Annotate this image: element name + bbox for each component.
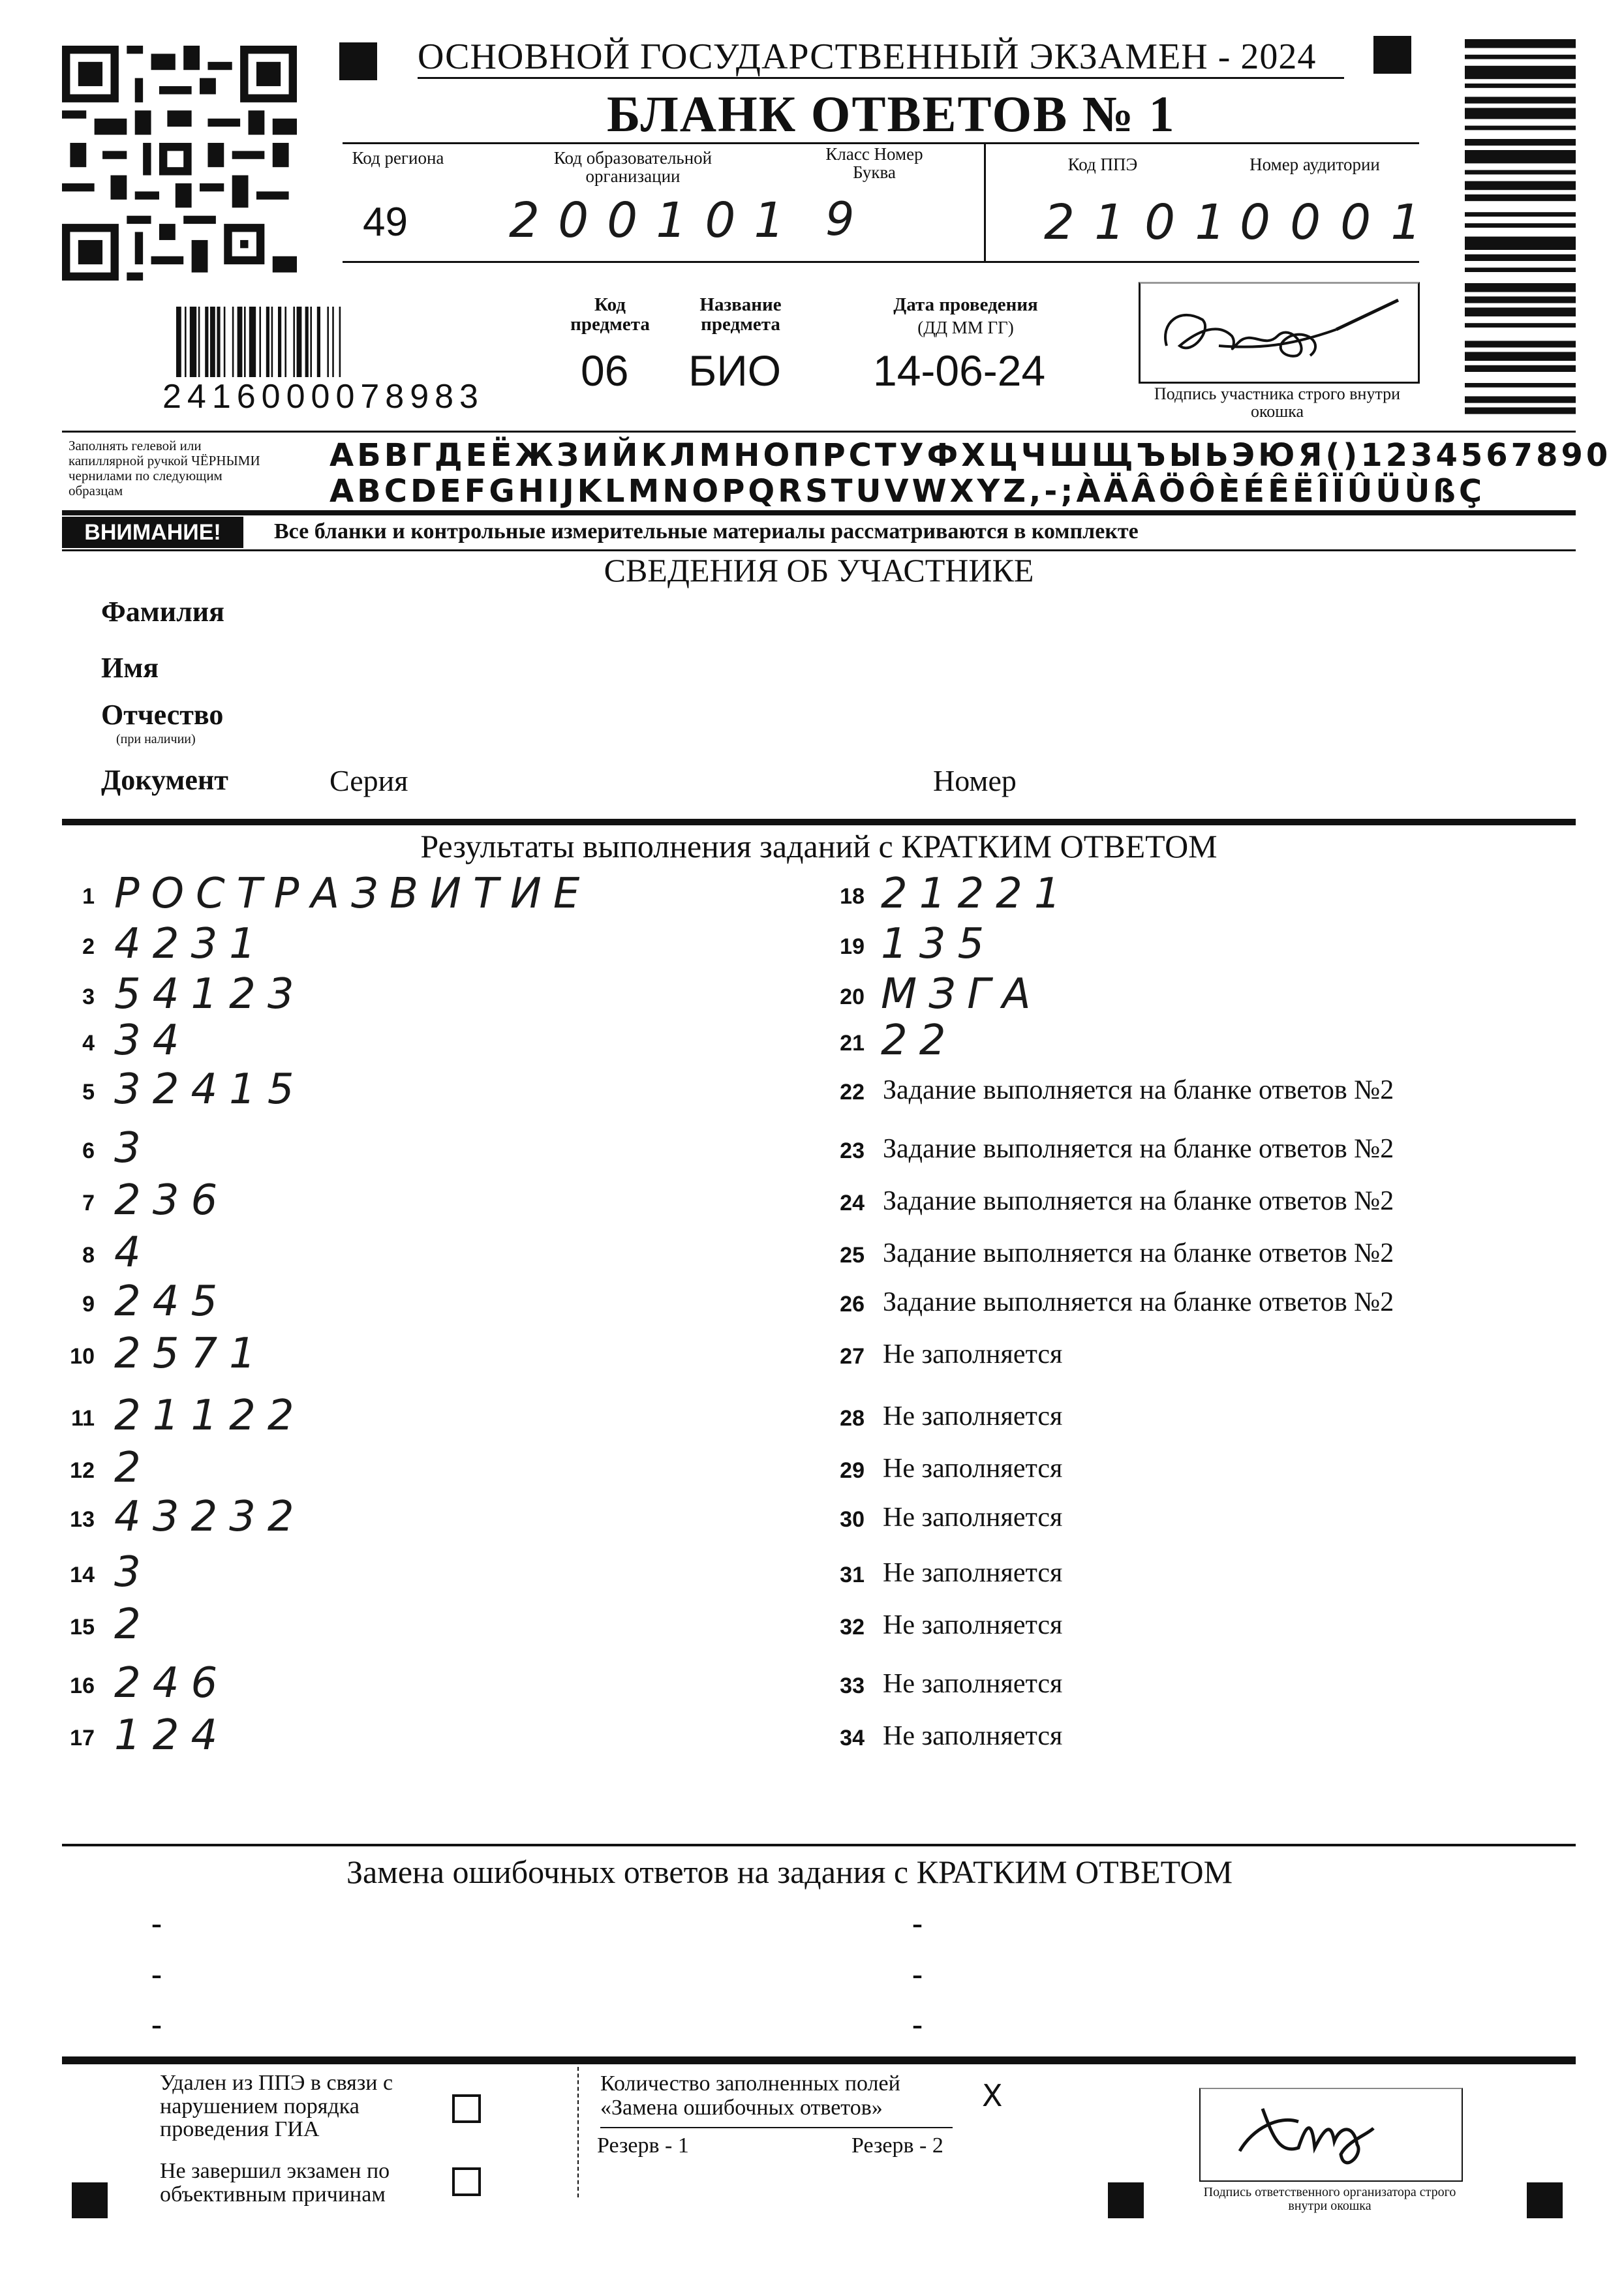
barcode-bar bbox=[1465, 139, 1576, 145]
replacement-slot[interactable]: - bbox=[912, 1906, 923, 1940]
answer-field[interactable]: 21221 bbox=[881, 870, 1073, 918]
task-note: Не заполняется bbox=[883, 1558, 1063, 1588]
corner-marker bbox=[1373, 36, 1411, 74]
answer-field[interactable]: 32415 bbox=[114, 1065, 306, 1114]
barcode-bar bbox=[1465, 181, 1576, 191]
class-label: Класс Номер Буква bbox=[825, 144, 923, 183]
replacement-slot[interactable]: - bbox=[151, 1906, 162, 1940]
warning-badge: ВНИМАНИЕ! bbox=[62, 517, 243, 548]
number-label: Номер bbox=[933, 764, 1017, 797]
task-number: 7 bbox=[82, 1191, 95, 1215]
removed-checkbox[interactable] bbox=[452, 2094, 481, 2123]
barcode-bar bbox=[1465, 223, 1576, 228]
ppe-code: 2101 bbox=[1044, 194, 1246, 251]
barcode-bar bbox=[1465, 39, 1576, 48]
organizer-caption: Подпись ответственного организатора строго внутри окошка bbox=[1203, 2185, 1456, 2213]
barcode-bar bbox=[1465, 267, 1576, 272]
date-label: Дата проведения bbox=[893, 294, 1038, 315]
task-note: Задание выполняется на бланке ответов №2 bbox=[883, 1186, 1394, 1216]
task-note: Не заполняется bbox=[883, 1401, 1063, 1431]
replacement-slot[interactable]: - bbox=[912, 2007, 923, 2041]
barcode-bar bbox=[1465, 254, 1576, 261]
replacement-slot[interactable]: - bbox=[912, 1957, 923, 1991]
task-number: 27 bbox=[840, 1344, 865, 1369]
barcode-bar bbox=[1465, 108, 1576, 119]
name-label: Имя bbox=[101, 652, 159, 684]
barcode-bar bbox=[1465, 194, 1576, 201]
barcode-bar bbox=[244, 307, 246, 378]
room-number: 0001 bbox=[1240, 194, 1441, 251]
signature-caption: Подпись участника строго внутри окошка bbox=[1154, 384, 1401, 421]
task-number: 18 bbox=[840, 884, 865, 909]
barcode-bar bbox=[305, 307, 309, 378]
participant-signature-box[interactable] bbox=[1139, 282, 1420, 384]
task-number: 2 bbox=[82, 934, 95, 959]
barcode-bar bbox=[1465, 237, 1576, 250]
warning-text: Все бланки и контрольные измерительные материалы рассматриваются в комплекте bbox=[274, 519, 1139, 543]
barcode-bar bbox=[205, 307, 208, 378]
task-number: 15 bbox=[70, 1615, 95, 1640]
barcode-bar bbox=[259, 307, 261, 378]
task-number: 32 bbox=[840, 1615, 865, 1640]
ppe-label: Код ППЭ bbox=[1067, 155, 1138, 174]
task-note: Задание выполняется на бланке ответов №2 bbox=[883, 1075, 1394, 1105]
document-label: Документ bbox=[101, 764, 228, 796]
task-number: 11 bbox=[71, 1406, 95, 1431]
task-number: 13 bbox=[70, 1507, 95, 1532]
divider bbox=[418, 77, 1344, 79]
barcode-bar bbox=[339, 307, 341, 378]
task-note: Задание выполняется на бланке ответов №2 bbox=[883, 1287, 1394, 1317]
answer-field[interactable]: 4 bbox=[114, 1229, 153, 1277]
task-number: 29 bbox=[840, 1458, 865, 1483]
task-note: Не заполняется bbox=[883, 1610, 1063, 1640]
task-number: 31 bbox=[840, 1563, 865, 1587]
answer-field[interactable]: 21122 bbox=[114, 1392, 306, 1440]
answer-field[interactable]: РОСТРАЗВИТИЕ bbox=[114, 870, 592, 918]
answer-field[interactable]: 124 bbox=[114, 1711, 230, 1760]
barcode-bar bbox=[1465, 150, 1576, 163]
task-note: Не заполняется bbox=[883, 1503, 1063, 1533]
barcode-bar bbox=[327, 307, 329, 378]
barcode-bar bbox=[1465, 365, 1576, 372]
region-code: 49 bbox=[363, 200, 408, 245]
barcode-bar bbox=[284, 307, 286, 378]
replacement-count-label: Количество заполненных полей «Замена ошибочных ответов» bbox=[600, 2071, 900, 2120]
series-label: Серия bbox=[329, 764, 408, 797]
answer-field[interactable]: 3 bbox=[114, 1124, 153, 1172]
qr-code bbox=[62, 46, 297, 281]
task-number: 3 bbox=[82, 985, 95, 1009]
barcode-bar bbox=[1465, 323, 1576, 328]
barcode-vertical bbox=[1465, 39, 1576, 418]
barcode-bar bbox=[232, 307, 234, 378]
not-finished-label: Не завершил экзамен по объективным причинам bbox=[160, 2159, 390, 2207]
divider bbox=[62, 2056, 1576, 2064]
subject-name-label: Название предмета bbox=[699, 294, 782, 335]
answer-field[interactable]: 246 bbox=[114, 1659, 230, 1707]
barcode-bar bbox=[293, 307, 295, 378]
barcode-bar bbox=[217, 307, 220, 378]
divider bbox=[600, 2127, 953, 2128]
task-number: 25 bbox=[840, 1243, 865, 1268]
barcode-bar bbox=[278, 307, 281, 378]
task-number: 22 bbox=[840, 1080, 865, 1105]
not-finished-checkbox[interactable] bbox=[452, 2167, 481, 2196]
answer-field[interactable]: 3 bbox=[114, 1548, 153, 1597]
region-label: Код региона bbox=[352, 148, 444, 168]
task-number: 19 bbox=[840, 934, 865, 959]
barcode-bar bbox=[1465, 66, 1576, 79]
barcode-bar bbox=[1465, 383, 1576, 388]
corner-marker bbox=[72, 2182, 108, 2218]
task-note: Задание выполняется на бланке ответов №2 bbox=[883, 1238, 1394, 1268]
surname-label: Фамилия bbox=[101, 596, 224, 628]
task-note: Задание выполняется на бланке ответов №2 bbox=[883, 1134, 1394, 1164]
barcode-bar bbox=[1465, 396, 1576, 403]
sample-row-latin: ABCDEFGHIJKLMNOPQRSTUVWXYZ,-;ÀÄÂÖÔÈÉÊËÎÏÛÜÙßÇ bbox=[329, 473, 1486, 510]
replacement-slot[interactable]: - bbox=[151, 2007, 162, 2041]
participant-signature bbox=[1141, 284, 1418, 382]
barcode-bar bbox=[332, 307, 334, 378]
task-number: 12 bbox=[70, 1458, 95, 1483]
barcode-bar bbox=[1465, 97, 1576, 103]
answer-field[interactable]: 245 bbox=[114, 1277, 230, 1326]
answer-field[interactable]: 2 bbox=[114, 1444, 153, 1492]
task-number: 24 bbox=[840, 1191, 865, 1215]
barcode-bar bbox=[1465, 407, 1576, 414]
results-title: Результаты выполнения заданий с КРАТКИМ ОТВЕТОМ bbox=[420, 828, 1218, 864]
barcode-bar bbox=[1465, 55, 1576, 59]
barcode-bar bbox=[1465, 212, 1576, 217]
task-number: 5 bbox=[82, 1080, 95, 1105]
divider bbox=[62, 431, 1576, 433]
divider bbox=[62, 1844, 1576, 1846]
task-number: 14 bbox=[70, 1563, 95, 1587]
answer-field[interactable]: 54123 bbox=[114, 970, 306, 1018]
answer-field[interactable]: 2571 bbox=[114, 1330, 268, 1378]
class-number: 9 bbox=[825, 192, 866, 246]
task-note: Не заполняется bbox=[883, 1721, 1063, 1751]
answer-field[interactable]: 34 bbox=[114, 1016, 191, 1065]
barcode-bar bbox=[237, 307, 243, 378]
barcode-bar bbox=[1465, 341, 1576, 347]
barcode-bar bbox=[249, 307, 256, 378]
barcode-bar bbox=[1465, 296, 1576, 303]
answer-field[interactable]: 135 bbox=[881, 920, 996, 968]
subject-name: БИО bbox=[688, 346, 782, 395]
divider bbox=[62, 510, 1576, 515]
reserve-1: Резерв - 1 bbox=[597, 2133, 689, 2158]
divider bbox=[984, 142, 986, 263]
task-number: 9 bbox=[82, 1292, 95, 1317]
subject-code: 06 bbox=[581, 346, 629, 395]
fill-instruction: Заполнять гелевой или капиллярной ручкой ЧЁРНЫМИ чернилами по следующим образцам bbox=[69, 438, 260, 499]
barcode-bar bbox=[1465, 283, 1576, 292]
answer-field[interactable]: 236 bbox=[114, 1176, 230, 1225]
barcode-bar bbox=[185, 307, 187, 378]
task-number: 30 bbox=[840, 1507, 865, 1532]
task-note: Не заполняется bbox=[883, 1339, 1063, 1369]
replacement-slot[interactable]: - bbox=[151, 1957, 162, 1991]
task-number: 33 bbox=[840, 1673, 865, 1698]
room-label: Номер аудитории bbox=[1249, 155, 1380, 174]
barcode-bar bbox=[310, 307, 312, 378]
task-number: 20 bbox=[840, 985, 865, 1009]
barcode-bar bbox=[297, 307, 302, 378]
organizer-signature-box[interactable] bbox=[1199, 2088, 1463, 2182]
answer-field[interactable]: 4231 bbox=[114, 920, 268, 968]
answer-field[interactable]: 2 bbox=[114, 1600, 153, 1649]
task-number: 8 bbox=[82, 1243, 95, 1268]
exam-title: ОСНОВНОЙ ГОСУДАРСТВЕННЫЙ ЭКЗАМЕН - 2024 bbox=[418, 37, 1317, 77]
sample-row-cyrillic: АБВГДЕЁЖЗИЙКЛМНОПРСТУФХЦЧШЩЪЫЬЭЮЯ()1234567890 bbox=[329, 437, 1612, 474]
exam-date: 14-06-24 bbox=[873, 346, 1046, 395]
task-note: Не заполняется bbox=[883, 1454, 1063, 1484]
replacement-title: Замена ошибочных ответов на задания с КРАТКИМ ОТВЕТОМ bbox=[346, 1854, 1233, 1890]
barcode-bar bbox=[1465, 170, 1576, 175]
form-title: БЛАНК ОТВЕТОВ № 1 bbox=[607, 85, 1176, 142]
barcode-bar bbox=[1465, 307, 1576, 316]
barcode-bar bbox=[198, 307, 200, 378]
task-number: 1 bbox=[82, 884, 95, 909]
divider bbox=[62, 819, 1576, 825]
organizer-signature bbox=[1201, 2089, 1462, 2180]
answer-field[interactable]: МЗГА bbox=[881, 970, 1043, 1018]
date-format: (ДД ММ ГГ) bbox=[917, 318, 1014, 337]
participant-section-title: СВЕДЕНИЯ ОБ УЧАСТНИКЕ bbox=[604, 552, 1034, 588]
task-number: 26 bbox=[840, 1292, 865, 1317]
task-number: 23 bbox=[840, 1138, 865, 1163]
replacement-count-mark[interactable]: Х bbox=[982, 2078, 1003, 2113]
barcode-bar bbox=[1465, 126, 1576, 130]
barcode-bar bbox=[1465, 352, 1576, 361]
corner-marker bbox=[1108, 2182, 1144, 2218]
corner-marker bbox=[1527, 2182, 1563, 2218]
subject-code-label: Код предмета bbox=[570, 294, 650, 335]
barcode-number: 2416000078983 bbox=[160, 377, 487, 416]
removed-label: Удален из ППЭ в связи с нарушением порядка проведения ГИА bbox=[160, 2071, 393, 2142]
answer-field[interactable]: 22 bbox=[881, 1016, 958, 1065]
org-label: Код образовательной организации bbox=[553, 148, 712, 187]
task-number: 34 bbox=[840, 1726, 865, 1750]
barcode-bar bbox=[1465, 84, 1576, 88]
task-number: 4 bbox=[82, 1031, 95, 1056]
corner-marker bbox=[339, 42, 377, 80]
answer-field[interactable]: 43232 bbox=[114, 1493, 306, 1541]
task-number: 10 bbox=[70, 1344, 95, 1369]
task-number: 17 bbox=[70, 1726, 95, 1750]
divider bbox=[577, 2067, 580, 2197]
patronymic-note: (при наличии) bbox=[116, 732, 196, 746]
task-number: 6 bbox=[82, 1138, 95, 1163]
barcode-bar bbox=[210, 307, 215, 378]
task-note: Не заполняется bbox=[883, 1669, 1063, 1699]
task-number: 16 bbox=[70, 1673, 95, 1698]
barcode-bar bbox=[190, 307, 196, 378]
divider bbox=[343, 261, 1419, 263]
reserve-2: Резерв - 2 bbox=[851, 2133, 943, 2158]
barcode-bar bbox=[266, 307, 269, 378]
org-code: 200101 bbox=[509, 192, 803, 249]
patronymic-label: Отчество bbox=[101, 699, 224, 731]
task-number: 21 bbox=[840, 1031, 865, 1056]
task-number: 28 bbox=[840, 1406, 865, 1431]
